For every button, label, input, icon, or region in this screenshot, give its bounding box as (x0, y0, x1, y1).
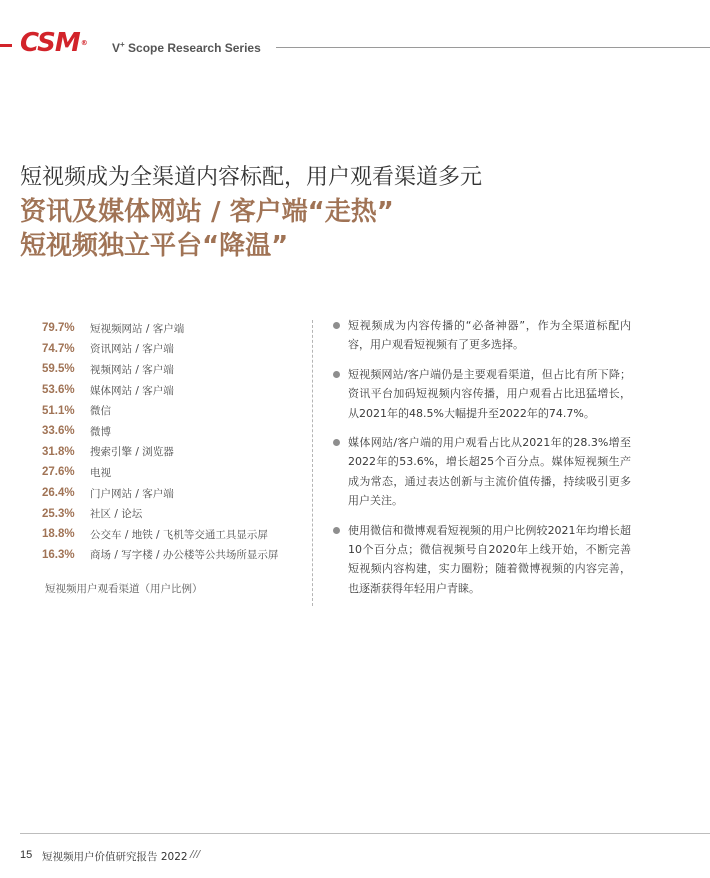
bullet-list (333, 316, 631, 608)
channel-label: 社区 / 论坛 (90, 508, 143, 521)
list-caption: 短视频用户观看渠道（用户比例） (45, 583, 203, 595)
bullet-item (333, 316, 631, 355)
registered-mark: ® (80, 39, 87, 47)
channel-row (42, 545, 307, 566)
channel-row (42, 421, 307, 442)
page-title-line2: 资讯及媒体网站 / 客户端“走热” (20, 197, 394, 227)
channel-label: 电视 (90, 466, 111, 479)
logo-text: CSM (20, 28, 80, 58)
channel-label: 视频网站 / 客户端 (90, 363, 174, 376)
bullet-item (333, 521, 631, 599)
channel-percent: 51.1% (42, 404, 75, 417)
footer-slashes: /// (190, 849, 201, 860)
channel-row (42, 483, 307, 504)
channel-percent: 16.3% (42, 548, 75, 561)
bullet-text: 短视频网站/客户端仍是主要观看渠道，但占比有所下降；资讯平台加码短视频内容传播，用户观看占比迅猛增长，从2021年的48.5%大幅提升至2022年的74.7%。 (348, 367, 631, 420)
header-rule (276, 47, 710, 48)
channel-row (42, 503, 307, 524)
channel-row (42, 318, 307, 339)
footer-report-title: 短视频用户价值研究报告 2022 (42, 851, 188, 863)
channel-row (42, 524, 307, 545)
channel-percent: 26.4% (42, 487, 75, 500)
channel-row (42, 462, 307, 483)
channel-percent: 25.3% (42, 507, 75, 520)
page-number: 15 (20, 849, 33, 861)
series-title (112, 37, 261, 56)
bullet-item (333, 365, 631, 423)
channel-label: 公交车 / 地铁 / 飞机等交通工具显示屏 (90, 528, 268, 541)
channel-list (42, 318, 307, 565)
channel-label: 门户网站 / 客户端 (90, 487, 174, 500)
channel-percent: 53.6% (42, 384, 75, 397)
channel-label: 商场 / 写字楼 / 办公楼等公共场所显示屏 (90, 549, 279, 562)
channel-label: 微信 (90, 405, 111, 418)
channel-row (42, 380, 307, 401)
channel-percent: 27.6% (42, 466, 75, 479)
channel-row (42, 442, 307, 463)
channel-label: 短视频网站 / 客户端 (90, 322, 185, 335)
bullet-item (333, 433, 631, 511)
channel-percent: 31.8% (42, 445, 75, 458)
channel-label: 资讯网站 / 客户端 (90, 343, 174, 356)
bullet-dot-icon (333, 439, 340, 446)
channel-row (42, 400, 307, 421)
page-title-line1: 短视频成为全渠道内容标配，用户观看渠道多元 (20, 165, 483, 190)
series-name: Scope Research Series (128, 41, 261, 55)
header-accent-bar (0, 44, 12, 47)
channel-percent: 79.7% (42, 322, 75, 335)
series-v: V (112, 41, 121, 55)
csm-logo (20, 28, 87, 58)
footer-rule (20, 833, 710, 834)
bullet-text: 媒体网站/客户端的用户观看占比从2021年的28.3%增至2022年的53.6%，增长超25个百分点。媒体短视频生产成为常态，通过表达创新与主流价值传播，持续吸引更多用户关注。 (348, 436, 631, 508)
bullet-dot-icon (333, 527, 340, 534)
bullet-dot-icon (333, 322, 340, 329)
channel-label: 搜索引擎 / 浏览器 (90, 446, 174, 459)
dashed-divider (312, 320, 313, 606)
bullet-text: 短视频成为内容传播的“必备神器”，作为全渠道标配内容，用户观看短视频有了更多选择。 (348, 319, 631, 352)
channel-percent: 74.7% (42, 342, 75, 355)
channel-row (42, 359, 307, 380)
channel-percent: 33.6% (42, 425, 75, 438)
channel-percent: 18.8% (42, 528, 75, 541)
page-title-line3: 短视频独立平台“降温” (20, 231, 289, 261)
channel-row (42, 339, 307, 360)
bullet-text: 使用微信和微博观看短视频的用户比例较2021年均增长超10个百分点；微信视频号自2020年上线开始，不断完善短视频内容构建，实力圈粉；随着微博视频的内容完善，也逐渐获得年轻用户青睐。 (348, 523, 631, 595)
channel-label: 微博 (90, 425, 111, 438)
series-plus: + (120, 40, 125, 49)
bullet-dot-icon (333, 371, 340, 378)
channel-label: 媒体网站 / 客户端 (90, 384, 174, 397)
channel-percent: 59.5% (42, 363, 75, 376)
